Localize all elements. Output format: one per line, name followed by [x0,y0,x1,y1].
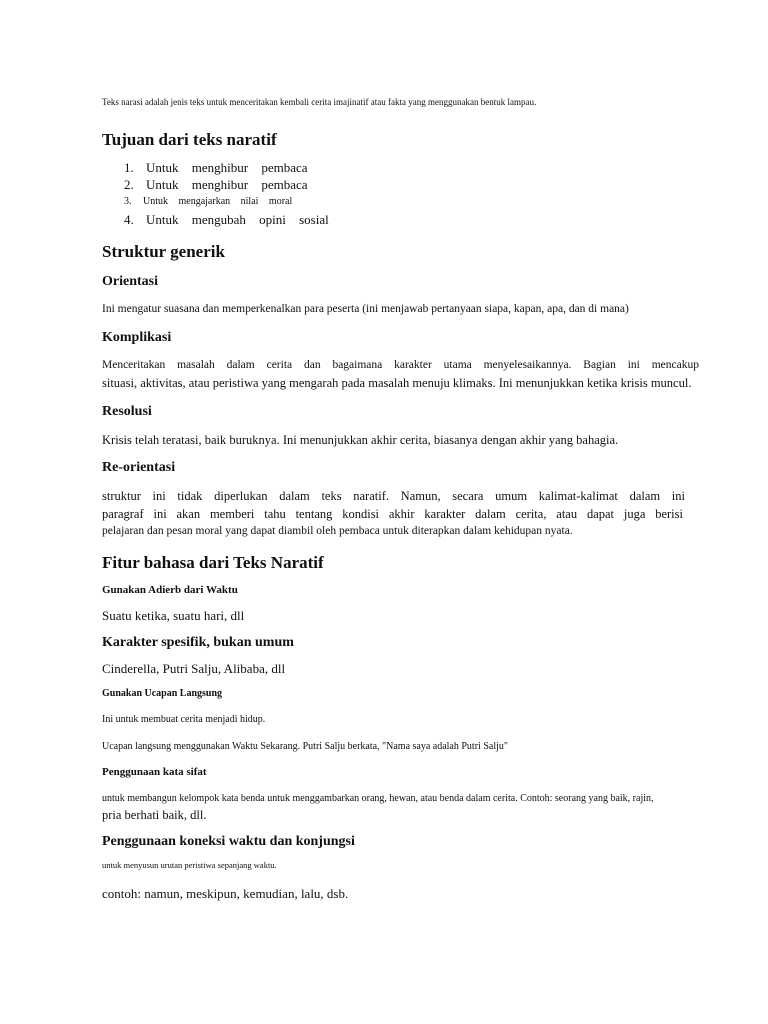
orientasi-text: Ini mengatur suasana dan memperkenalkan para peserta (ini menjawab pertanyaan siapa, kapan, apa, dan di mana) [102,303,629,315]
list-text: Untuk mengubah opini sosial [146,212,329,227]
list-text: Untuk menghibur pembaca [146,177,308,192]
heading-tujuan: Tujuan dari teks naratif [102,130,277,149]
list-number: 1. [124,160,134,175]
karakter-text: Cinderella, Putri Salju, Alibaba, dll [102,661,286,676]
sifat-line-2: pria berhati baik, dll. [102,808,207,822]
heading-ucapan: Gunakan Ucapan Langsung [102,688,223,699]
heading-struktur: Struktur generik [102,242,225,261]
komplikasi-line-1: Menceritakan masalah dalam cerita dan bagaimana karakter utama menyelesaikannya. Bagian ini mencakup [102,359,699,371]
adverb-text: Suatu ketika, suatu hari, dll [102,608,245,623]
heading-orientasi: Orientasi [102,274,158,289]
list-item [124,213,329,228]
komplikasi-line-2: situasi, aktivitas, atau peristiwa yang mengarah pada masalah menuju klimaks. Ini menunjukkan ketika krisis muncul. [102,376,692,390]
sifat-line-1: untuk membangun kelompok kata benda untuk menggambarkan orang, hewan, atau benda dalam cerita. Contoh: seorang yang baik, rajin, [102,793,654,804]
list-text: Untuk mengajarkan nilai moral [143,196,293,207]
reorientasi-line-3: pelajaran dan pesan moral yang dapat diambil oleh pembaca untuk diterapkan dalam kehidupan nyata. [102,525,573,537]
list-number: 4. [124,212,134,227]
list-text: Untuk menghibur pembaca [146,160,308,175]
koneksi-text-2: contoh: namun, meskipun, kemudian, lalu, dsb. [102,886,349,901]
heading-sifat: Penggunaan kata sifat [102,766,207,778]
ucapan-text-1: Ini untuk membuat cerita menjadi hidup. [102,714,266,725]
list-number: 2. [124,177,134,192]
heading-adverb: Gunakan Adierb dari Waktu [102,584,238,596]
heading-fitur: Fitur bahasa dari Teks Naratif [102,553,324,572]
list-number: 3. [124,196,132,207]
ucapan-text-2: Ucapan langsung menggunakan Waktu Sekarang. Putri Salju berkata, "Nama saya adalah Putri Salju" [102,741,508,752]
heading-komplikasi: Komplikasi [102,330,172,345]
reorientasi-line-2: paragraf ini akan memberi tahu tentang kondisi akhir karakter dalam cerita, atau dapat juga berisi [102,507,683,521]
heading-karakter: Karakter spesifik, bukan umum [102,635,294,650]
list-item [124,178,308,193]
list-item [124,196,292,208]
intro-text: Teks narasi adalah jenis teks untuk menceritakan kembali cerita imajinatif atau fakta yang menggunakan bentuk lampau. [102,97,537,107]
resolusi-text: Krisis telah teratasi, baik buruknya. Ini menunjukkan akhir cerita, biasanya dengan akhir yang bahagia. [102,433,619,447]
heading-koneksi: Penggunaan koneksi waktu dan konjungsi [102,834,355,849]
reorientasi-line-1: struktur ini tidak diperlukan dalam teks naratif. Namun, secara umum kalimat-kalimat dalam ini [102,489,685,503]
koneksi-text-1: untuk menyusun urutan peristiwa sepanjang waktu. [102,860,277,870]
heading-reorientasi: Re-orientasi [102,460,176,475]
heading-resolusi: Resolusi [102,404,152,419]
list-item [124,161,308,176]
